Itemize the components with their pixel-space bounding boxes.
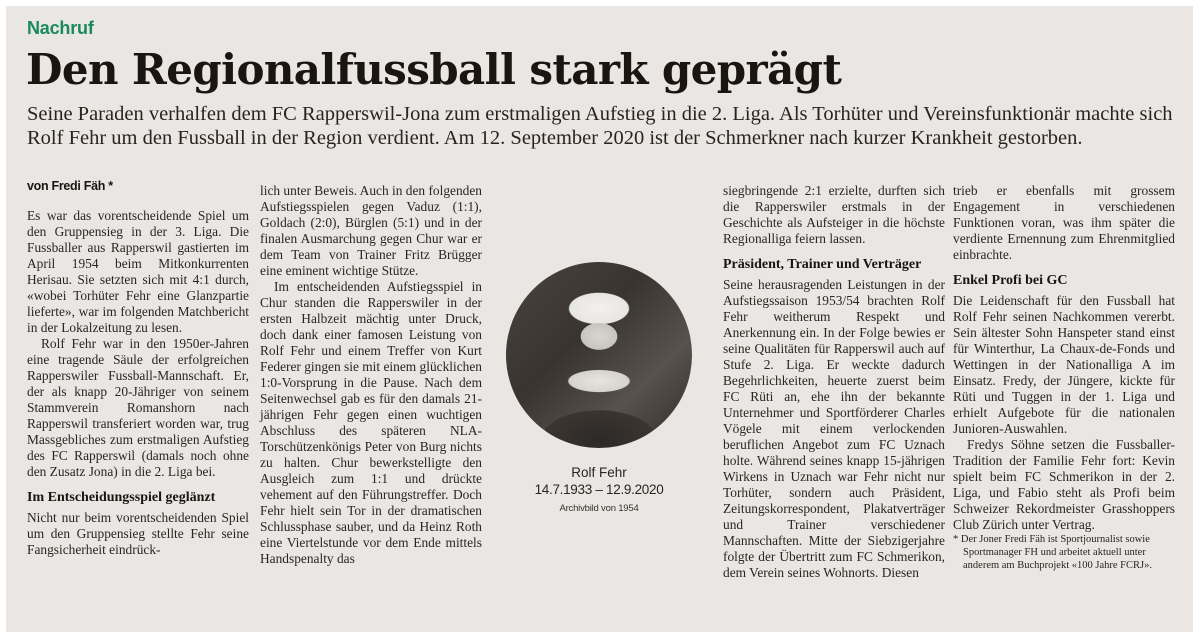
- paragraph: trieb er ebenfalls mit grossem Engagement in verschiedenen Funktionen voran, was ihm später die verdiente Ernennung zum Ehrenmitglied einbrachte.: [953, 183, 1175, 262]
- portrait-figure: [503, 262, 695, 514]
- subheading: Präsident, Trainer und Verträger: [723, 257, 922, 272]
- article-column-4: [953, 183, 1175, 572]
- paragraph: Rolf Fehr war in den 1950er-Jahren eine tragende Säule der erfolgreichen Rapperswiler Fussball-Mannschaft. Er, der als knapp 20-Jähriger von seinem Stammverein Romanshorn nach Rapperswil transferiert worden war, trug Massgebliches zum erstmaligen Aufstieg des FC Rapperswil (damals noch ohne den Zusatz Jona) in die 2. Liga bei.: [27, 336, 249, 479]
- section-kicker: Nachruf: [27, 18, 94, 38]
- paragraph: Seine herausragenden Leistungen in der Aufstiegssaison 1953/54 brachten Rolf Fehr weitherum Respekt und Anerkennung ein. In der Folge bewies er seine Qualitäten für Rapperswil auch auf Stufe 2. Liga. Er weckte dadurch Begehrlichkeiten, heuerte zuerst beim FC Rüti an, ehe ihn der bekannte Unternehmer und Sportförderer Charles Vögele mit einem verlockenden beruflichen Angebot zum FC Uznach holte. Während seines knapp 15-jährigen Wirkens in Uznach war Fehr nicht nur Torhüter, sondern auch Präsident, Zeitungskorrespondent, Plakatverträger und Trainer verschiedener Mannschaften. Mitte der Siebzigerjahre folgte der Übertritt zum FC Schmerikon, dem Verein seines Wohnorts. Diesen: [723, 277, 945, 580]
- subheading: Enkel Profi bei GC: [953, 273, 1068, 288]
- paragraph: Im entscheidenden Aufstiegsspiel in Chur standen die Rapperswiler in der ersten Halbzeit mächtig unter Druck, doch dank einer famosen Leistung von Rolf Fehr und einem Treffer von Kurt Federer gingen sie mit einem glücklichen 1:0-Vorsprung in die Pause. Nach dem Seitenwechsel gab es für den damals 21-jährigen Fehr gegen einen wuchtigen Abschluss des späteren NLA-Torschützenkönigs Peter von Burg nichts zu halten. Chur bewerkstelligte den Ausgleich zum 1:1 und drückte vehement auf den Führungstreffer. Doch Fehr hielt sein Tor in der dramatischen Schlussphase sauber, und da Heinz Roth eine Viertelstunde vor dem Ende mittels Handspenalty das: [260, 279, 482, 566]
- subheading: Im Entscheidungsspiel geglänzt: [27, 490, 216, 505]
- portrait-photo: [506, 262, 692, 448]
- portrait-dates: 14.7.1933 – 12.9.2020: [534, 482, 664, 497]
- photo-caption: Archivbild von 1954: [559, 503, 639, 514]
- paragraph: Nicht nur beim vorentscheidenden Spiel um den Gruppensieg stellte Fehr seine Fangsicherheit eindrück-: [27, 510, 249, 557]
- headline: Den Regionalfussball stark geprägt: [26, 45, 842, 94]
- byline: von Fredi Fäh *: [27, 179, 113, 193]
- paragraph: Es war das vorentscheidende Spiel um den Gruppensieg in der 3. Liga. Die Fussballer aus Rapperswil gastierten im April 1954 beim Mitkonkurrenten Herisau. Sie setzten sich mit 4:1 durch, «wobei Torhüter Fehr eine Glanzpartie lieferte», war im folgenden Matchbericht in der Lokalzeitung zu lesen.: [27, 208, 249, 335]
- article-column-3: [723, 183, 945, 581]
- portrait-name: Rolf Fehr: [571, 465, 627, 480]
- paragraph: lich unter Beweis. Auch in den folgenden Aufstiegsspielen gegen Vaduz (1:1), Goldach (2:0), Bürglen (5:1) und in der finalen Ausmarchung gegen Chur war er dem Team von Trainer Fritz Brügger eine eminent wichtige Stütze.: [260, 183, 483, 278]
- paragraph: Fredys Söhne setzen die Fussballer-Tradition der Familie Fehr fort: Kevin spielt beim FC Schmerikon in der 2. Liga, und Fabio steht als Profi beim Schweizer Rekordmeister Grasshoppers Club Zürich unter Vertrag.: [953, 437, 1175, 532]
- article-column-2: [260, 183, 482, 567]
- paragraph: Die Leidenschaft für den Fussball hat Rolf Fehr seinen Nachkommen vererbt. Sein ältester Sohn Hanspeter stand einst für Winterthur, La Chaux-de-Fonds und Wettingen in der Nationalliga A im Einsatz. Fredy, der Jüngere, kickte für Rüti und Tuggen in der 1. Liga und erhielt Aufgebote für die nationalen Junioren-Auswahlen.: [953, 293, 1175, 436]
- lead-paragraph: Seine Paraden verhalfen dem FC Rapperswil-Jona zum erstmaligen Aufstieg in die 2. Liga. Als Torhüter und Vereinsfunktionär machte sich Rolf Fehr um den Fussball in der Region verdient. Am 12. September 2020 ist der Schmerkner nach kurzer Krankheit gestorben.: [27, 103, 1173, 149]
- paragraph: siegbringende 2:1 erzielte, durften sich die Rapperswiler erstmals in der Geschichte als Aufsteiger in die höchste Regionalliga feiern lassen.: [723, 183, 945, 246]
- article-column-1: [27, 178, 249, 558]
- author-footnote: * Der Joner Fredi Fäh ist Sportjournalist sowie Sportmanager FH und arbeitet aktuell unter anderem am Buchprojekt «100 Jahre FCRJ».: [953, 534, 1152, 571]
